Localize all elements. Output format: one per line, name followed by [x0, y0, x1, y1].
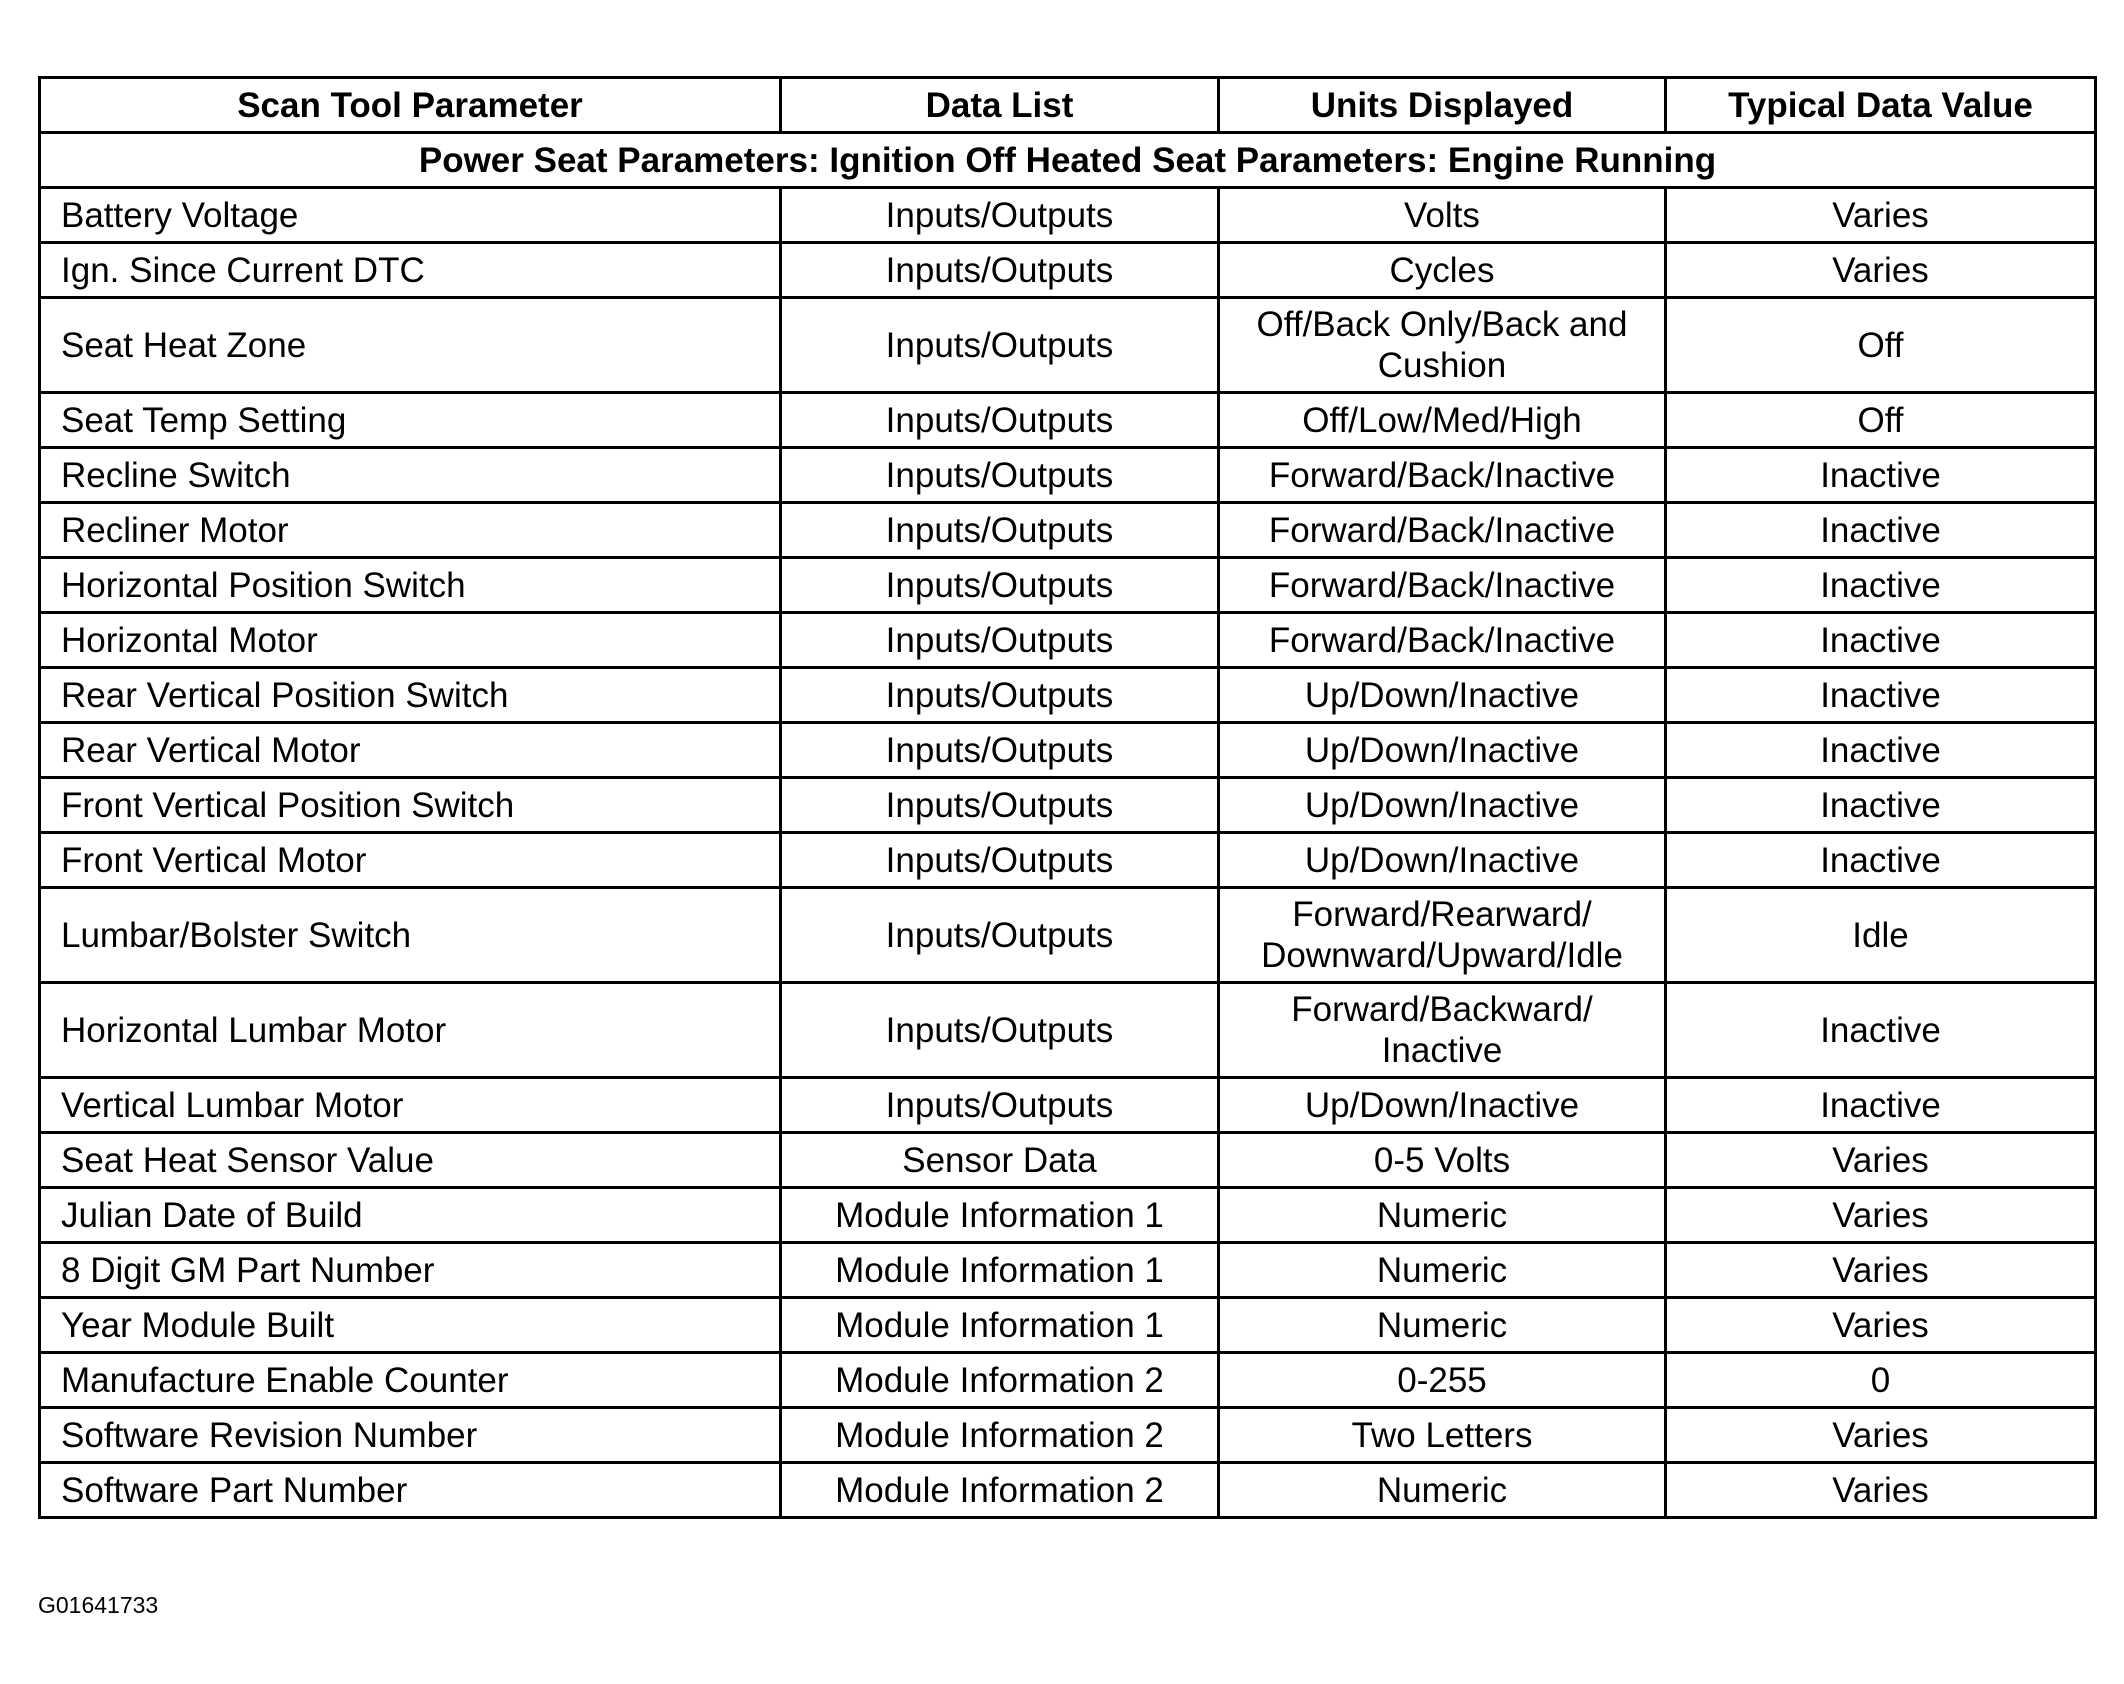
table-row — [40, 983, 2096, 1078]
units-cell: Forward/Rearward/ Downward/Upward/Idle — [1219, 888, 1666, 983]
units-cell: Numeric — [1219, 1243, 1666, 1298]
table-row — [40, 1408, 2096, 1463]
parameter-cell: Vertical Lumbar Motor — [40, 1078, 781, 1133]
data-list-cell: Inputs/Outputs — [781, 668, 1219, 723]
typical-value-cell: Inactive — [1666, 558, 2096, 613]
data-list-cell: Module Information 2 — [781, 1408, 1219, 1463]
data-list-cell: Inputs/Outputs — [781, 723, 1219, 778]
header-row — [40, 78, 2096, 133]
data-list-cell: Inputs/Outputs — [781, 503, 1219, 558]
units-cell: Off/Back Only/Back and Cushion — [1219, 298, 1666, 393]
data-list-cell: Module Information 1 — [781, 1298, 1219, 1353]
typical-value-cell: Varies — [1666, 243, 2096, 298]
parameter-cell: Software Part Number — [40, 1463, 781, 1518]
table-row — [40, 1243, 2096, 1298]
table-row — [40, 888, 2096, 983]
table-row — [40, 243, 2096, 298]
typical-value-cell: 0 — [1666, 1353, 2096, 1408]
typical-value-cell: Off — [1666, 298, 2096, 393]
table-row — [40, 393, 2096, 448]
units-cell: Volts — [1219, 188, 1666, 243]
parameter-cell: Recliner Motor — [40, 503, 781, 558]
parameter-cell: Seat Temp Setting — [40, 393, 781, 448]
table-row — [40, 558, 2096, 613]
units-cell: 0-5 Volts — [1219, 1133, 1666, 1188]
table-row — [40, 778, 2096, 833]
typical-value-cell: Idle — [1666, 888, 2096, 983]
table-row — [40, 833, 2096, 888]
parameter-cell: Horizontal Lumbar Motor — [40, 983, 781, 1078]
parameter-cell: Year Module Built — [40, 1298, 781, 1353]
parameter-cell: Julian Date of Build — [40, 1188, 781, 1243]
scan-tool-parameter-table-container — [38, 76, 2094, 1519]
table-row — [40, 1078, 2096, 1133]
units-cell: Forward/Back/Inactive — [1219, 503, 1666, 558]
units-cell: Numeric — [1219, 1463, 1666, 1518]
table-row — [40, 1353, 2096, 1408]
parameter-cell: Seat Heat Sensor Value — [40, 1133, 781, 1188]
data-list-cell: Sensor Data — [781, 1133, 1219, 1188]
typical-value-cell: Varies — [1666, 1463, 2096, 1518]
table-row — [40, 298, 2096, 393]
data-list-cell: Inputs/Outputs — [781, 298, 1219, 393]
parameter-cell: Lumbar/Bolster Switch — [40, 888, 781, 983]
table-row — [40, 1298, 2096, 1353]
figure-id: G01641733 — [38, 1592, 159, 1618]
data-list-cell: Inputs/Outputs — [781, 888, 1219, 983]
data-list-cell: Inputs/Outputs — [781, 1078, 1219, 1133]
typical-value-cell: Varies — [1666, 1243, 2096, 1298]
parameter-cell: Rear Vertical Motor — [40, 723, 781, 778]
data-list-cell: Inputs/Outputs — [781, 613, 1219, 668]
typical-value-cell: Inactive — [1666, 778, 2096, 833]
data-list-cell: Inputs/Outputs — [781, 833, 1219, 888]
parameter-cell: Rear Vertical Position Switch — [40, 668, 781, 723]
column-header-data-list: Data List — [781, 78, 1219, 133]
section-row — [40, 133, 2096, 188]
parameter-cell: Manufacture Enable Counter — [40, 1353, 781, 1408]
typical-value-cell: Varies — [1666, 1298, 2096, 1353]
units-cell: Up/Down/Inactive — [1219, 833, 1666, 888]
table-row — [40, 1188, 2096, 1243]
typical-value-cell: Inactive — [1666, 1078, 2096, 1133]
parameter-cell: Horizontal Motor — [40, 613, 781, 668]
data-list-cell: Module Information 2 — [781, 1353, 1219, 1408]
typical-value-cell: Inactive — [1666, 983, 2096, 1078]
units-cell: Up/Down/Inactive — [1219, 778, 1666, 833]
typical-value-cell: Inactive — [1666, 668, 2096, 723]
units-cell: Up/Down/Inactive — [1219, 723, 1666, 778]
typical-value-cell: Off — [1666, 393, 2096, 448]
typical-value-cell: Varies — [1666, 188, 2096, 243]
table-header — [40, 78, 2096, 133]
units-cell: Two Letters — [1219, 1408, 1666, 1463]
typical-value-cell: Varies — [1666, 1188, 2096, 1243]
data-list-cell: Inputs/Outputs — [781, 558, 1219, 613]
parameter-cell: Horizontal Position Switch — [40, 558, 781, 613]
units-cell: Forward/Back/Inactive — [1219, 448, 1666, 503]
data-list-cell: Module Information 1 — [781, 1243, 1219, 1298]
table-row — [40, 188, 2096, 243]
typical-value-cell: Inactive — [1666, 723, 2096, 778]
units-cell: Off/Low/Med/High — [1219, 393, 1666, 448]
units-cell: Forward/Back/Inactive — [1219, 558, 1666, 613]
typical-value-cell: Varies — [1666, 1408, 2096, 1463]
column-header-units-displayed: Units Displayed — [1219, 78, 1666, 133]
table-row — [40, 1133, 2096, 1188]
parameter-cell: Seat Heat Zone — [40, 298, 781, 393]
data-list-cell: Inputs/Outputs — [781, 243, 1219, 298]
parameter-cell: Software Revision Number — [40, 1408, 781, 1463]
scan-tool-parameter-table — [38, 76, 2097, 1519]
units-cell: Forward/Backward/ Inactive — [1219, 983, 1666, 1078]
units-cell: Numeric — [1219, 1188, 1666, 1243]
units-cell: Cycles — [1219, 243, 1666, 298]
data-list-cell: Inputs/Outputs — [781, 778, 1219, 833]
parameter-cell: 8 Digit GM Part Number — [40, 1243, 781, 1298]
table-row — [40, 448, 2096, 503]
table-row — [40, 1463, 2096, 1518]
data-list-cell: Inputs/Outputs — [781, 983, 1219, 1078]
data-list-cell: Module Information 2 — [781, 1463, 1219, 1518]
section-title: Power Seat Parameters: Ignition Off Heated Seat Parameters: Engine Running — [40, 133, 2096, 188]
units-cell: Numeric — [1219, 1298, 1666, 1353]
column-header-scan-tool-parameter: Scan Tool Parameter — [40, 78, 781, 133]
data-list-cell: Inputs/Outputs — [781, 188, 1219, 243]
parameter-cell: Front Vertical Position Switch — [40, 778, 781, 833]
typical-value-cell: Inactive — [1666, 503, 2096, 558]
units-cell: 0-255 — [1219, 1353, 1666, 1408]
table-row — [40, 668, 2096, 723]
table-row — [40, 503, 2096, 558]
table-row — [40, 613, 2096, 668]
parameter-cell: Front Vertical Motor — [40, 833, 781, 888]
units-cell: Up/Down/Inactive — [1219, 668, 1666, 723]
parameter-cell: Battery Voltage — [40, 188, 781, 243]
table-row — [40, 723, 2096, 778]
data-list-cell: Inputs/Outputs — [781, 448, 1219, 503]
units-cell: Up/Down/Inactive — [1219, 1078, 1666, 1133]
table-body — [40, 133, 2096, 1518]
typical-value-cell: Inactive — [1666, 613, 2096, 668]
typical-value-cell: Varies — [1666, 1133, 2096, 1188]
typical-value-cell: Inactive — [1666, 448, 2096, 503]
data-list-cell: Module Information 1 — [781, 1188, 1219, 1243]
data-list-cell: Inputs/Outputs — [781, 393, 1219, 448]
units-cell: Forward/Back/Inactive — [1219, 613, 1666, 668]
parameter-cell: Recline Switch — [40, 448, 781, 503]
parameter-cell: Ign. Since Current DTC — [40, 243, 781, 298]
column-header-typical-data-value: Typical Data Value — [1666, 78, 2096, 133]
typical-value-cell: Inactive — [1666, 833, 2096, 888]
